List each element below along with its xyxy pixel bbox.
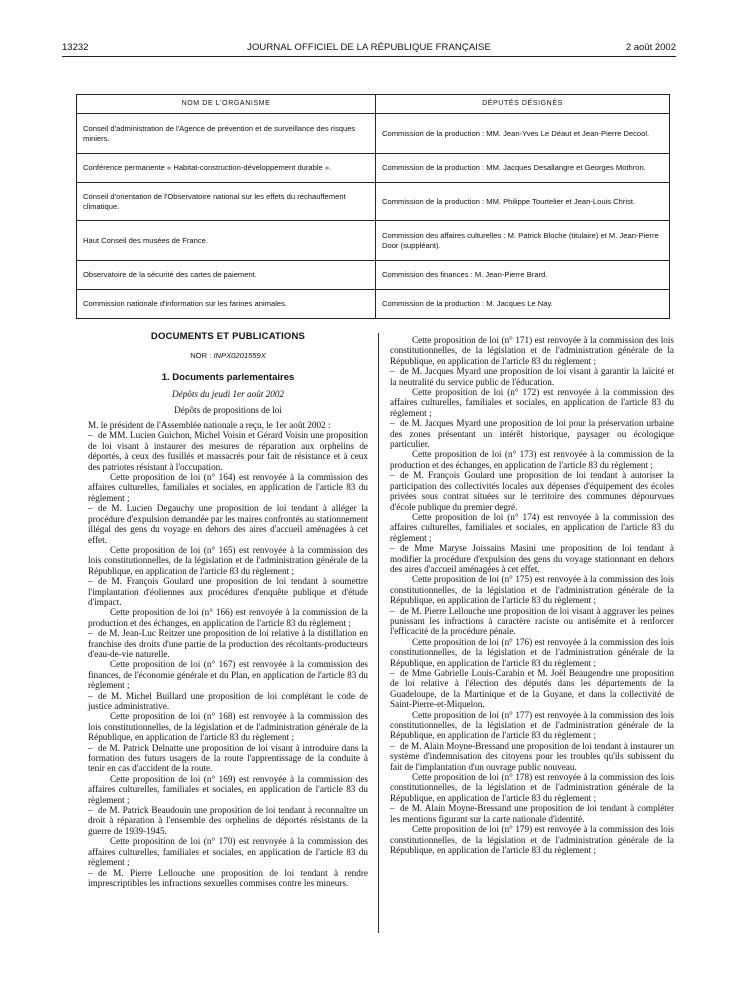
column-header-organisme: NOM DE L'ORGANISME — [77, 95, 376, 114]
referral-paragraph: Cette proposition de loi (n° 170) est renvoyée à la commission des affaires culturelles, familiales et sociales, en application de l'article 83 du règlement ; — [88, 836, 368, 868]
entry-text: de M. Lucien Degauchy une proposition de loi tendant à alléger la procédure d'expulsion demandée par les maires confrontés au stationnement illégal des gens du voyage en dehors des aires d'accueil aménagées à cet effet. — [88, 503, 368, 545]
column-header-deputes: DÉPUTÉS DÉSIGNÉS — [376, 95, 670, 114]
proposition-entry — [88, 576, 368, 607]
depot-heading: Dépôts de propositions de loi — [174, 404, 282, 415]
entry-text: de M. Patrick Beaudouin une proposition de loi tendant à reconnaître un droit à réparation à l'ensemble des orphelins de déportés résistants de la guerre de 1939-1945. — [88, 805, 368, 836]
deputes-cell: Commission de la production : MM. Philippe Tourtelier et Jean-Louis Christ. — [376, 183, 670, 221]
proposition-entry — [88, 691, 368, 712]
entry-dash: – — [88, 690, 93, 701]
entry-dash: – — [390, 605, 395, 616]
referral-paragraph: Cette proposition de loi (n° 168) est renvoyée à la commission des lois constitutionnelles, de la législation et de l'administration générale de la République, en application de l'article 83 du règlement ; — [88, 711, 368, 743]
proposition-entry — [390, 366, 674, 387]
proposition-entry — [390, 418, 674, 449]
section-title: DOCUMENTS ET PUBLICATIONS — [150, 331, 306, 342]
organisme-cell: Commission nationale d'information sur les farines animales. — [77, 290, 376, 319]
table-row — [77, 221, 670, 261]
referral-paragraph: Cette proposition de loi (n° 174) est renvoyée à la commission des affaires culturelles, familiales et sociales, en application de l'article 83 du règlement ; — [390, 511, 674, 543]
page-number: 13232 — [62, 42, 89, 53]
entry-text: de M. Jacques Myard une proposition de loi visant à garantir la laïcité et la neutralité du service public de l'éducation. — [390, 366, 674, 387]
entry-dash: – — [88, 628, 93, 639]
issue-date: 2 août 2002 — [625, 42, 676, 53]
organisme-cell: Conseil d'administration de l'Agence de prévention et de surveillance des risques miniers. — [77, 114, 376, 154]
organisme-cell: Observatoire de la sécurité des cartes de paiement. — [77, 261, 376, 290]
nor-code: INPX0201559X — [213, 351, 266, 361]
entry-dash: – — [88, 742, 93, 753]
referral-paragraph: Cette proposition de loi (n° 177) est renvoyée à la commission des lois constitutionnelles, de la législation et de l'administration générale de la République, en application de l'article 83 du règlement ; — [390, 709, 674, 741]
organisme-cell: Conférence permanente « Habitat-construction-développement durable ». — [77, 154, 376, 183]
proposition-entry — [88, 743, 368, 774]
journal-title: JOURNAL OFFICIEL DE LA RÉPUBLIQUE FRANÇAISE — [247, 42, 491, 53]
proposition-entry — [88, 503, 368, 545]
entry-text: de M. Jacques Myard une proposition de loi pour la préservation urbaine des zones présentant un intérêt historique, paysager ou écologique particulier. — [390, 418, 674, 450]
referral-paragraph: Cette proposition de loi (n° 164) est renvoyée à la commission des affaires culturelles, familiales et sociales, en application de l'article 83 du règlement ; — [88, 472, 368, 503]
proposition-entry — [390, 470, 674, 512]
entry-text: de M. Pierre Lellouche une proposition de loi visant à aggraver les peines punissant les infractions à caractère raciste ou antisémite et à renforcer l'efficacité de la procédure pénale. — [390, 605, 674, 637]
entry-text: de Mme Maryse Joissains Masini une proposition de loi tendant à modifier la procédure d'expulsion des gens du voyage stationnant en dehors des aires d'accueil aménagées à cet effet. — [390, 543, 674, 574]
entry-text: de M. François Goulard une proposition de loi tendant à soumettre l'implantation d'éoliennes aux procédures d'enquête publique et d'étude d'impact. — [88, 576, 368, 607]
table-row — [77, 114, 670, 154]
referral-paragraph: Cette proposition de loi (n° 169) est renvoyée à la commission des affaires culturelles, familiales et sociales, en application de l'article 83 du règlement ; — [88, 773, 368, 805]
organisme-cell: Haut Conseil des musées de France. — [77, 221, 376, 261]
referral-paragraph: Cette proposition de loi (n° 166) est renvoyée à la commission de la production et des échanges, en application de l'article 83 du règlement ; — [88, 607, 368, 628]
entry-dash: – — [88, 576, 93, 587]
table-row — [77, 290, 670, 319]
proposition-entry — [88, 805, 368, 836]
entry-text: de M. Pierre Lellouche une proposition de loi tendant à rendre imprescriptibles les infractions sexuelles commises contre les mineurs. — [88, 867, 368, 888]
entry-dash: – — [390, 543, 395, 554]
entry-dash: – — [390, 668, 395, 678]
deputes-cell: Commission des finances : M. Jean-Pierre Brard. — [376, 261, 670, 290]
entry-dash: – — [390, 366, 395, 377]
entry-text: de M. Alain Moyne-Bressand une proposition de loi tendant à compléter les mentions figurant sur la carte nationale d'identité. — [390, 803, 674, 824]
referral-paragraph: Cette proposition de loi (n° 173) est renvoyée à la commission de la production et des échanges, en application de l'article 83 du règlement ; — [390, 449, 674, 470]
proposition-entry — [88, 868, 368, 889]
deputes-cell: Commission de la production : MM. Jacques Desallangre et Georges Mothron. — [376, 154, 670, 183]
table-row — [77, 183, 670, 221]
column-divider — [378, 333, 379, 933]
nor-label: NOR : — [190, 351, 212, 361]
intro-paragraph: M. le président de l'Assemblée nationale a reçu, le 1er août 2002 : — [88, 420, 331, 431]
entry-text: de M. François Goulard une proposition de loi tendant à autoriser la participation des collectivités locales aux dépenses d'équipement des écoles privées sous contrat situées sur le territoire des communes dépourvues d'école publique du premier degré. — [390, 470, 674, 512]
left-column — [88, 332, 368, 888]
referral-paragraph: Cette proposition de loi (n° 167) est renvoyée à la commission des finances, de l'économie générale et du Plan, en application de l'article 83 du règlement ; — [88, 659, 368, 691]
entry-dash: – — [88, 503, 93, 514]
entry-dash: – — [390, 418, 395, 429]
proposition-entry — [390, 803, 674, 824]
proposition-entry — [390, 606, 674, 637]
entry-text: de M. Jean-Luc Reitzer une proposition de loi relative à la distillation en franchise des droits d'une partie de la production des récoltants-producteurs d'eau-de-vie naturelle. — [88, 628, 368, 659]
referral-paragraph: Cette proposition de loi (n° 179) est renvoyée à la commission des lois constitutionnelles, de la législation et de l'administration générale de la République, en application de l'article 83 du règlement ; — [390, 824, 674, 855]
page-header — [62, 42, 676, 56]
referral-paragraph: Cette proposition de loi (n° 165) est renvoyée à la commission des lois constitutionnelles, de la législation et de l'administration générale de la République, en application de l'article 83 du règlement ; — [88, 544, 368, 576]
table-row — [77, 154, 670, 183]
proposition-entry — [390, 668, 674, 710]
entry-dash: – — [88, 805, 93, 816]
organisme-cell: Conseil d'orientation de l'Observatoire national sur les effets du réchauffement climatique. — [77, 183, 376, 221]
proposition-entry — [390, 741, 674, 772]
proposition-entry — [88, 430, 368, 472]
referral-paragraph: Cette proposition de loi (n° 171) est renvoyée à la commission des lois constitutionnelles, de la législation et de l'administration générale de la République, en application de l'article 83 du règlement ; — [390, 335, 674, 366]
proposition-entry — [390, 543, 674, 574]
entry-dash: – — [390, 740, 395, 751]
right-column — [390, 335, 674, 855]
designation-table — [76, 94, 670, 319]
entry-text: de MM. Lucien Guichon, Michel Voisin et Gérard Voisin une proposition de loi visant à instaurer des mesures de réparation aux orphelins de déportés, à ceux des fusillés et massacrés pour fait de résistance et à ceux des patriotes résistant à l'occupation. — [88, 430, 368, 472]
referral-paragraph: Cette proposition de loi (n° 176) est renvoyée à la commission des lois constitutionnelles, de la législation et de l'administration générale de la République, en application de l'article 83 du règlement ; — [390, 636, 674, 668]
subsection-title: 1. Documents parlementaires — [161, 371, 295, 383]
date-heading: Dépôts du jeudi 1er août 2002 — [171, 389, 285, 400]
deputes-cell: Commission des affaires culturelles : M. Patrick Bloche (titulaire) et M. Jean-Pierre Door (suppléant). — [376, 221, 670, 261]
entry-dash: – — [390, 803, 395, 814]
proposition-entry — [88, 628, 368, 659]
referral-paragraph: Cette proposition de loi (n° 178) est renvoyée à la commission des lois constitutionnelles, de la législation et de l'administration générale de la République, en application de l'article 83 du règlement ; — [390, 772, 674, 803]
entry-dash: – — [88, 867, 93, 878]
referral-paragraph: Cette proposition de loi (n° 175) est renvoyée à la commission des lois constitutionnelles, de la législation et de l'administration générale de la République, en application de l'article 83 du règlement ; — [390, 574, 674, 606]
entry-text: de M. Alain Moyne-Bressand une proposition de loi tendant à instaurer un système d'indemnisation des citoyens pour les troubles qu'ils subissent du fait de l'implantation d'un ouvrage public nouveau. — [390, 740, 674, 772]
entry-text: de M. Patrick Delnatte une proposition de loi visant à introduire dans la formation des futurs usagers de la route l'apprentissage de la conduite à tenir en cas d'accident de la route. — [88, 742, 368, 774]
header-rule — [62, 56, 676, 57]
table-row — [77, 261, 670, 290]
table-header-row — [77, 95, 670, 114]
entry-text: de M. Michel Buillard une proposition de loi complétant le code de justice administrative. — [88, 690, 368, 711]
entry-text: de Mme Gabrielle Louis-Carabin et M. Joël Beaugendre une proposition de loi relative à l'élection des députés dans les départements de la Guadeloupe, de la Martinique et de la Guyane, et dans la collectivité de Saint-Pierre-et-Miquelon. — [390, 668, 674, 710]
entry-dash: – — [88, 430, 93, 441]
entry-dash: – — [390, 470, 395, 481]
referral-paragraph: Cette proposition de loi (n° 172) est renvoyée à la commission des affaires culturelles, familiales et sociales, en application de l'article 83 du règlement ; — [390, 387, 674, 418]
deputes-cell: Commission de la production : MM. Jean-Yves Le Déaut et Jean-Pierre Decool. — [376, 114, 670, 154]
deputes-cell: Commission de la production : M. Jacques Le Nay. — [376, 290, 670, 319]
nor-reference — [88, 351, 368, 361]
